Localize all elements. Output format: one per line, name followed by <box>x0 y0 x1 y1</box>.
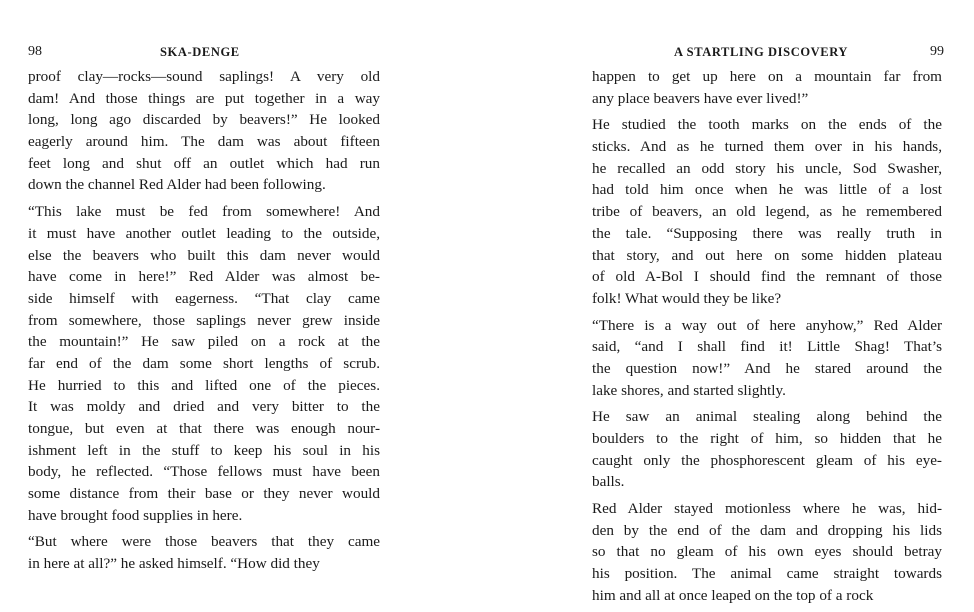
text-line: happen to get up here on a mountain far from <box>592 68 942 85</box>
text-line: him and all at once leaped on the top of a rock <box>592 586 874 604</box>
running-title: A STARTLING DISCOVERY <box>674 45 849 59</box>
text-line: sticks. And as he turned them over in his hands, <box>592 138 942 156</box>
text-line: so that no gleam of his own eyes should betray <box>592 543 942 561</box>
text-line: from somewhere, those saplings never grew inside <box>28 311 380 329</box>
text-line: long, long ago discarded by beavers!” He looked <box>28 111 380 129</box>
text-line: had told him once when he was little of a lost <box>592 181 942 199</box>
text-line: He saw an animal stealing along behind the <box>592 408 942 426</box>
text-line: lake shores, and started slightly. <box>592 381 786 399</box>
paragraph <box>28 201 380 526</box>
text-line: some distance from their base or they never would <box>28 485 380 503</box>
text-line: have brought food supplies in here. <box>28 506 243 524</box>
text-line: that story, and out here on some hidden plateau <box>592 246 942 264</box>
text-line: his position. The animal came straight towards <box>592 565 942 583</box>
text-line: the mountain!” He saw piled on a rock at the <box>28 333 380 351</box>
text-line: eagerly around him. The dam was about fifteen <box>28 133 380 151</box>
left-page-header <box>28 44 380 64</box>
text-line: “But where were those beavers that they came <box>28 533 380 551</box>
text-line: have come in here!” Red Alder was almost be- <box>28 268 380 286</box>
page-number: 99 <box>930 44 944 59</box>
text-line: Red Alder stayed motionless where he was, hid- <box>592 500 942 518</box>
paragraph <box>592 66 942 109</box>
text-line: body, he reflected. “Those fellows must have been <box>28 463 380 481</box>
running-title: SKA-DENGE <box>160 45 240 59</box>
text-line: the tale. “Supposing there was really truth in <box>592 224 942 242</box>
text-line: He studied the tooth marks on the ends of the <box>592 116 942 134</box>
text-line: dam! And those things are put together in a way <box>28 89 380 107</box>
text-line: He hurried to this and lifted one of the pieces. <box>28 376 380 394</box>
text-line: side himself with eagerness. “That clay came <box>28 289 380 307</box>
text-line: “There is a way out of here anyhow,” Red Alder <box>592 316 942 334</box>
text-line: ishment left in the stuff to keep his soul in his <box>28 441 380 459</box>
left-page-text <box>28 66 380 575</box>
text-line: any place beavers have ever lived!” <box>592 89 809 107</box>
text-line: caught only the phosphorescent gleam of his eye- <box>592 451 942 469</box>
left-page <box>28 0 380 612</box>
paragraph <box>592 315 942 402</box>
paragraph <box>592 406 942 493</box>
paragraph <box>28 531 380 574</box>
text-line: “This lake must be fed from somewhere! And <box>28 203 380 221</box>
text-line: tribe of beavers, an old legend, as he remembered <box>592 203 942 221</box>
text-line: the question now!” And he stared around the <box>592 359 942 377</box>
text-line: boulders to the right of him, so hidden that he <box>592 430 942 447</box>
text-line: it must have another outlet leading to the outside, <box>28 224 380 242</box>
text-line: in here at all?” he asked himself. “How did they <box>28 555 320 573</box>
page-number: 98 <box>28 44 42 59</box>
text-line: far end of the dam some short lengths of scrub. <box>28 354 380 372</box>
text-line: else the beavers who built this dam never would <box>28 246 380 264</box>
text-line: of old A-Bol I should find the remnant of those <box>592 268 942 286</box>
text-line: down the channel Red Alder had been following. <box>28 176 326 194</box>
text-line: he recalled an odd story his uncle, Sod Swasher, <box>592 159 942 177</box>
text-line: It was moldy and dried and very bitter to the <box>28 398 380 416</box>
paragraph <box>592 114 942 309</box>
text-line: folk! What would they be like? <box>592 289 782 307</box>
paragraph <box>28 66 380 196</box>
right-page <box>592 0 942 612</box>
right-page-text <box>592 66 942 607</box>
right-page-header <box>592 44 942 64</box>
paragraph <box>592 498 942 606</box>
text-line: proof clay—rocks—sound saplings! A very old <box>28 68 380 85</box>
text-line: den by the end of the dam and dropping his lids <box>592 521 942 539</box>
text-line: said, “and I shall find it! Little Shag! That’s <box>592 338 942 356</box>
text-line: feet long and shut off an outlet which had run <box>28 154 380 172</box>
text-line: tongue, but even at that there was enough nour- <box>28 420 380 437</box>
text-line: balls. <box>592 473 625 491</box>
